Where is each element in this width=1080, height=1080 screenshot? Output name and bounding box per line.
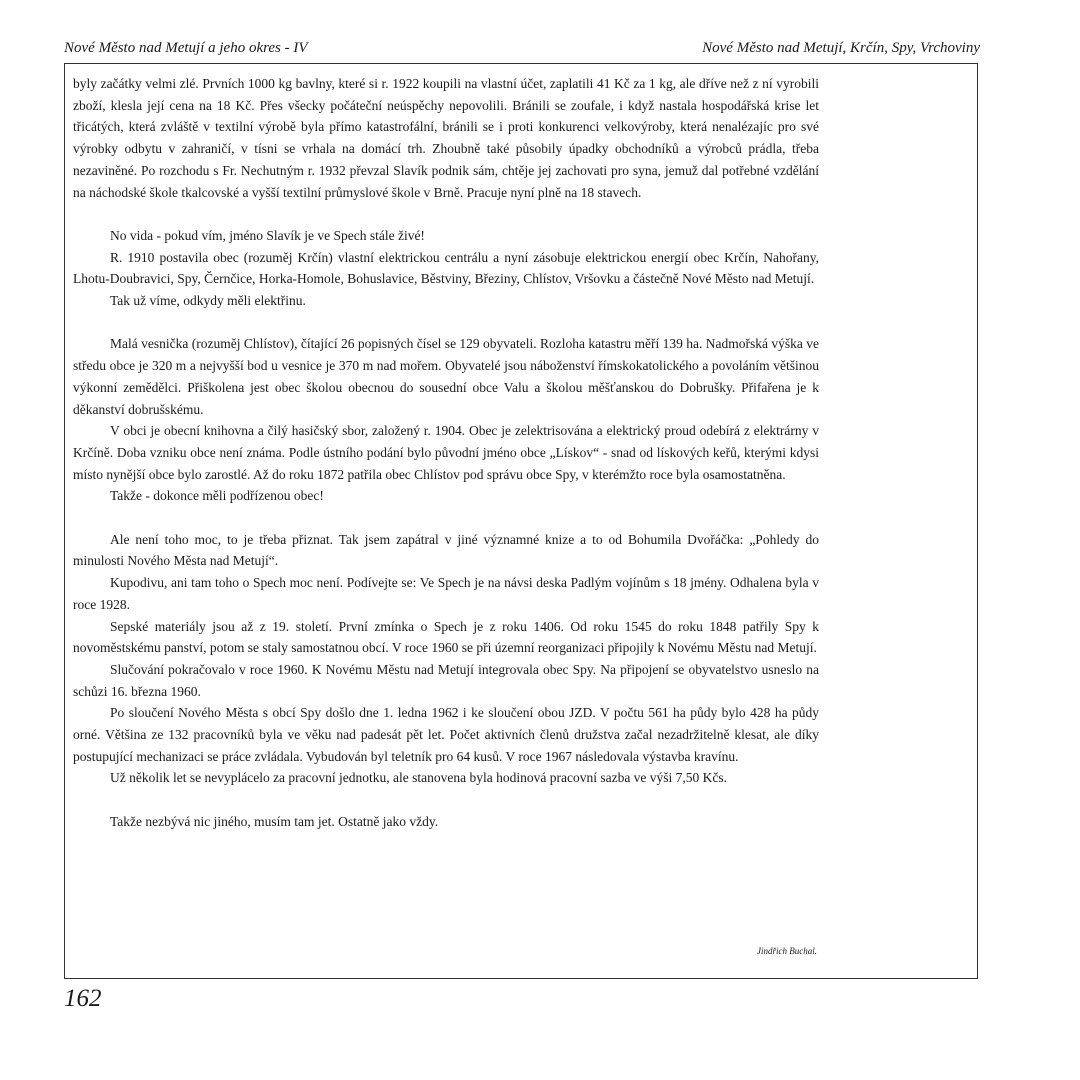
paragraph-gap — [73, 203, 819, 225]
running-header — [64, 40, 980, 62]
paragraph-9: Kupodivu, ani tam toho o Spech moc není. Podívejte se: Ve Spech je na návsi deska Padlým vojínům s 18 jmény. Odhalena byla v roce 1928. — [73, 575, 819, 612]
paragraph-2: No vida - pokud vím, jméno Slavík je ve Spech stále živé! — [110, 227, 425, 243]
paragraph-13: Už několik let se nevyplácelo za pracovní jednotku, ale stanovena byla hodinová pracovní sazba ve výši 7,50 Kčs. — [110, 770, 728, 786]
paragraph-10: Sepské materiály jsou až z 19. století. První zmínka o Spech je z roku 1406. Od roku 1545 do roku 1848 patřily Spy k novoměstskému panství, potom se staly samostatnou obcí. V roce 1960 se při územní reorganizaci připojily k Novému Městu nad Metují. — [73, 618, 819, 656]
paragraph-12: Po sloučení Nového Města s obcí Spy došlo dne 1. ledna 1962 i ke sloučení obou JZD. V počtu 561 ha půdy bylo 428 ha půdy orné. Většina ze 132 pracovníků byla ve věku nad padesát pět let. Počet aktivních členů družstva začal nezadržitelně klesat, ale díky postupující mechanizaci se práce zvládala. Vybudován byl teletník pro 64 kusů. V roce 1967 následovala výstavba kravínu. — [73, 705, 819, 764]
header-left-title: Nové Město nad Metují a jeho okres - IV — [64, 40, 308, 56]
paragraph-gap — [73, 789, 819, 811]
paragraph-11: Slučování pokračovalo v roce 1960. K Novému Městu nad Metují integrovala obec Spy. Na připojení se obyvatelstvo usneslo na schůzi 16. března 1960. — [73, 661, 819, 699]
header-right-title: Nové Město nad Metují, Krčín, Spy, Vrchoviny — [702, 40, 980, 56]
text-frame — [64, 63, 978, 979]
author-signature: Jindřich Buchal. — [757, 946, 817, 956]
paragraph-gap — [73, 312, 819, 334]
paragraph-1: byly začátky velmi zlé. Prvních 1000 kg bavlny, které si r. 1922 koupili na vlastní účet, zaplatili 41 Kč za 1 kg, ale dříve než z ní vyrobili zboží, klesla její cena na 18 Kč. Přes všecky počáteční neúspěchy nepovolili. Bránili se zoufale, i když nastala hospodářská krise let třicátých, která zvláště v textilní výrobě byla přímo katastrofální, bránili se i proti konkurenci velkovýroby, která nenalézajíc pro své výrobky odbytu v zahraničí, v tísni se vrhala na domácí trh. Zhoubně také působily úpadky obchodníků a výrobců prádla, třeba nezaviněné. Po rozchodu s Fr. Nechutným r. 1932 převzal Slavík podnik sám, chtěje jej zachovati pro syna, jemuž dal potřebné vzdělání na náchodské škole tkalcovské a vyšší textilní průmyslové škole v Brně. Pracuje nyní plně na 18 stavech. — [73, 76, 819, 200]
paragraph-7: Takže - dokonce měli podřízenou obec! — [110, 488, 324, 504]
paragraph-14: Takže nezbývá nic jiného, musím tam jet. Ostatně jako vždy. — [110, 813, 439, 829]
paragraph-4: Tak už víme, odkydy měli elektřinu. — [110, 293, 306, 309]
paragraph-6: V obci je obecní knihovna a čilý hasičský sbor, založený r. 1904. Obec je zelektrisována a elektrický proud odebírá z elektrárny v Krčíně. Doba vzniku obce není známa. Podle ústního podání bylo původní jméno obce „Lískov“ - snad od lískových keřů, kterými kdysi místo nynější obce bylo zarostlé. Až do roku 1872 patřila obec Chlístov pod správu obce Spy, v kterémžto roce byla osamostatněna. — [73, 423, 819, 482]
page-number: 162 — [64, 985, 102, 1012]
paragraph-8: Ale není toho moc, to je třeba přiznat. Tak jsem zapátral v jiné významné knize a to od Bohumila Dvořáčka: „Pohledy do minulosti Nového Města nad Metují“. — [73, 531, 819, 569]
paragraph-5: Malá vesnička (rozuměj Chlístov), čítající 26 popisných čísel se 129 obyvateli. Rozloha katastru měří 139 ha. Nadmořská výška ve středu obce je 320 m a nejvyšší bod u vesnice je 370 m nad mořem. Obyvatelé jsou náboženství římskokatolického a povoláním většinou výkonní zemědělci. Přiškolena jest obec školou obecnou do sousední obce Valu a školou měšťanskou do Dobrušky. Přifařena je k děkanství dobrušskému. — [73, 336, 819, 417]
paragraph-gap — [73, 507, 819, 529]
paragraph-3: R. 1910 postavila obec (rozuměj Krčín) vlastní elektrickou centrálu a nyní zásobuje elektrickou energií obec Krčín, Nahořany, Lhotu-Doubravici, Spy, Černčice, Horka-Homole, Bohuslavice, Běstviny, Březiny, Chlístov, Vršovku a částečně Nové Město nad Metují. — [73, 249, 819, 287]
article-body — [73, 73, 819, 833]
